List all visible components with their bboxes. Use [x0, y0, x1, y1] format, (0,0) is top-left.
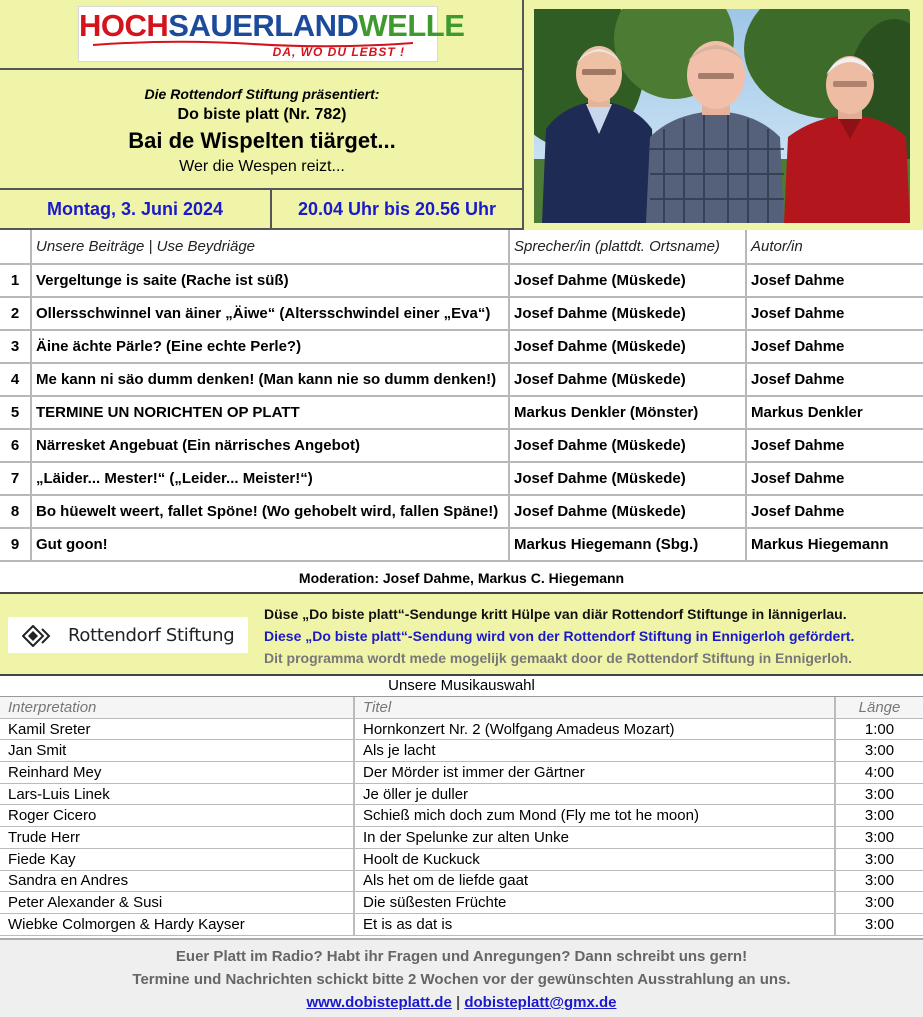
music-length: 3:00	[836, 871, 923, 893]
table-row	[0, 496, 923, 529]
row-number: 1	[0, 265, 32, 298]
row-autor: Josef Dahme	[747, 298, 923, 331]
page-title: Bai de Wispelten tiärget...	[128, 128, 396, 153]
presenters-photo-image	[534, 9, 910, 223]
row-number: 6	[0, 430, 32, 463]
email-link[interactable]: dobisteplatt@gmx.de	[464, 994, 617, 1011]
sponsor-text-dutch: Dit programma wordt mede mogelijk gemaakt door de Rottendorf Stiftung in Ennigerloh.	[264, 650, 853, 666]
music-length: 1:00	[836, 719, 923, 741]
row-sprecher: Josef Dahme (Müskede)	[510, 265, 747, 298]
row-sprecher: Josef Dahme (Müskede)	[510, 496, 747, 529]
table-row	[0, 463, 923, 496]
music-title-cell: Der Mörder ist immer der Gärtner	[355, 762, 836, 784]
music-length: 4:00	[836, 762, 923, 784]
row-beitrag: Närresket Angebuat (Ein närrisches Angebot)	[32, 430, 510, 463]
row-autor: Josef Dahme	[747, 331, 923, 364]
contributions-grid	[0, 230, 923, 562]
show-info	[0, 70, 524, 190]
row-sprecher: Markus Hiegemann (Sbg.)	[510, 529, 747, 562]
music-artist: Trude Herr	[0, 827, 355, 849]
footer	[0, 938, 923, 1017]
contributions-table	[0, 230, 923, 562]
table-row	[0, 719, 923, 741]
row-autor: Markus Hiegemann	[747, 529, 923, 562]
music-length: 3:00	[836, 740, 923, 762]
music-length: 3:00	[836, 892, 923, 914]
row-number: 4	[0, 364, 32, 397]
music-title: Unsere Musikauswahl	[0, 676, 923, 697]
music-table	[0, 697, 923, 936]
row-sprecher: Josef Dahme (Müskede)	[510, 364, 747, 397]
row-beitrag: Ollersschwinnel van äiner „Äiwe“ (Altersschwindel einer „Eva“)	[32, 298, 510, 331]
row-autor: Josef Dahme	[747, 430, 923, 463]
footer-line-1: Euer Platt im Radio? Habt ihr Fragen und Anregungen? Dann schreibt uns gern!	[175, 948, 748, 965]
table-row	[0, 871, 923, 893]
station-logo[interactable]	[78, 6, 465, 62]
table-row	[0, 892, 923, 914]
music-title-cell: Et is as dat is	[355, 914, 836, 936]
music-artist: Reinhard Mey	[0, 762, 355, 784]
station-logo-wordmark	[79, 8, 465, 43]
table-row	[0, 805, 923, 827]
row-sprecher: Josef Dahme (Müskede)	[510, 430, 747, 463]
sponsor-logo[interactable]	[8, 617, 248, 653]
table-row	[0, 784, 923, 806]
sponsor-logo-light: Rottendorf	[68, 625, 161, 646]
row-number: 5	[0, 397, 32, 430]
music-artist: Peter Alexander & Susi	[0, 892, 355, 914]
page-subtitle: Wer die Wespen reizt...	[179, 158, 345, 175]
table-row	[0, 430, 923, 463]
table-row	[0, 331, 923, 364]
contributions-header-row	[0, 230, 923, 265]
row-sprecher: Josef Dahme (Müskede)	[510, 331, 747, 364]
logo-cell	[0, 0, 524, 70]
website-link[interactable]: www.dobisteplatt.de	[306, 994, 452, 1011]
header-titel: Titel	[355, 697, 836, 719]
row-autor: Markus Denkler	[747, 397, 923, 430]
broadcast-time: 20.04 Uhr bis 20.56 Uhr	[272, 190, 524, 230]
music-title-cell: In der Spelunke zur alten Unke	[355, 827, 836, 849]
sponsor-block	[0, 594, 923, 676]
broadcast-date: Montag, 3. Juni 2024	[0, 190, 272, 230]
row-beitrag: Gut goon!	[32, 529, 510, 562]
music-length: 3:00	[836, 805, 923, 827]
sponsor-diamond-icon	[22, 625, 52, 647]
row-beitrag: Äine ächte Pärle? (Eine echte Perle?)	[32, 331, 510, 364]
logo-part-welle: WELLE	[358, 8, 465, 43]
table-row	[0, 265, 923, 298]
music-title-cell: Schieß mich doch zum Mond (Fly me tot he moon)	[355, 805, 836, 827]
row-number: 9	[0, 529, 32, 562]
music-length: 3:00	[836, 827, 923, 849]
music-length: 3:00	[836, 914, 923, 936]
music-title-cell: Hornkonzert Nr. 2 (Wolfgang Amadeus Mozart)	[355, 719, 836, 741]
music-artist: Wiebke Colmorgen & Hardy Kayser	[0, 914, 355, 936]
music-title-cell: Hoolt de Kuckuck	[355, 849, 836, 871]
table-row	[0, 298, 923, 331]
footer-line-2: Termine und Nachrichten schickt bitte 2 Wochen vor der gewünschten Ausstrahlung an uns.	[132, 971, 791, 988]
header-autor: Autor/in	[747, 230, 923, 265]
row-autor: Josef Dahme	[747, 463, 923, 496]
music-artist: Roger Cicero	[0, 805, 355, 827]
header	[0, 0, 923, 230]
table-row	[0, 740, 923, 762]
table-row	[0, 364, 923, 397]
table-row	[0, 849, 923, 871]
row-sprecher: Josef Dahme (Müskede)	[510, 298, 747, 331]
row-autor: Josef Dahme	[747, 496, 923, 529]
sponsor-text-german: Diese „Do biste platt“-Sendung wird von der Rottendorf Stiftung in Ennigerloh gefördert.	[264, 628, 855, 644]
header-num	[0, 230, 32, 265]
music-title-cell: Als je lacht	[355, 740, 836, 762]
row-beitrag: Bo hüewelt weert, fallet Spöne! (Wo gehobelt wird, fallen Späne!)	[32, 496, 510, 529]
presenter-line: Die Rottendorf Stiftung präsentiert:	[144, 86, 380, 102]
row-number: 2	[0, 298, 32, 331]
music-section	[0, 676, 923, 936]
sponsor-logo-text	[68, 625, 234, 646]
row-beitrag: TERMINE UN NORICHTEN OP PLATT	[32, 397, 510, 430]
music-artist: Sandra en Andres	[0, 871, 355, 893]
presenters-photo	[534, 9, 910, 223]
table-row	[0, 827, 923, 849]
footer-links	[0, 994, 923, 1011]
link-separator: |	[451, 994, 465, 1011]
station-slogan: DA, WO DU LEBST !	[272, 45, 405, 59]
logo-part-hoch: HOCH	[79, 8, 169, 43]
music-artist: Kamil Sreter	[0, 719, 355, 741]
music-artist: Lars-Luis Linek	[0, 784, 355, 806]
row-number: 7	[0, 463, 32, 496]
music-artist: Jan Smit	[0, 740, 355, 762]
table-row	[0, 762, 923, 784]
sponsor-logo-bold: Stiftung	[160, 625, 235, 646]
row-sprecher: Josef Dahme (Müskede)	[510, 463, 747, 496]
header-laenge: Länge	[836, 697, 923, 719]
row-number: 8	[0, 496, 32, 529]
music-header-row	[0, 697, 923, 719]
row-beitrag: „Läider... Mester!“ („Leider... Meister!“)	[32, 463, 510, 496]
music-artist: Fiede Kay	[0, 849, 355, 871]
header-interpretation: Interpretation	[0, 697, 355, 719]
row-beitrag: Me kann ni säo dumm denken! (Man kann nie so dumm denken!)	[32, 364, 510, 397]
table-row	[0, 529, 923, 562]
row-sprecher: Markus Denkler (Mönster)	[510, 397, 747, 430]
header-beitrag: Unsere Beiträge | Use Beydriäge	[32, 230, 510, 265]
table-row	[0, 397, 923, 430]
row-beitrag: Vergeltunge is saite (Rache ist süß)	[32, 265, 510, 298]
moderation-line: Moderation: Josef Dahme, Markus C. Hiegemann	[0, 564, 923, 594]
music-length: 3:00	[836, 849, 923, 871]
header-sprecher: Sprecher/in (plattdt. Ortsname)	[510, 230, 747, 265]
row-number: 3	[0, 331, 32, 364]
logo-part-sauerland: SAUERLAND	[168, 8, 359, 43]
music-title-cell: Als het om de liefde gaat	[355, 871, 836, 893]
music-title-cell: Je öller je duller	[355, 784, 836, 806]
episode-label: Do biste platt (Nr. 782)	[177, 106, 347, 123]
row-autor: Josef Dahme	[747, 364, 923, 397]
row-autor: Josef Dahme	[747, 265, 923, 298]
music-length: 3:00	[836, 784, 923, 806]
music-title-cell: Die süßesten Früchte	[355, 892, 836, 914]
sponsor-text-platt: Düse „Do biste platt“-Sendunge kritt Hülpe van diär Rottendorf Stiftunge in lännigerlau.	[264, 606, 847, 622]
table-row	[0, 914, 923, 936]
